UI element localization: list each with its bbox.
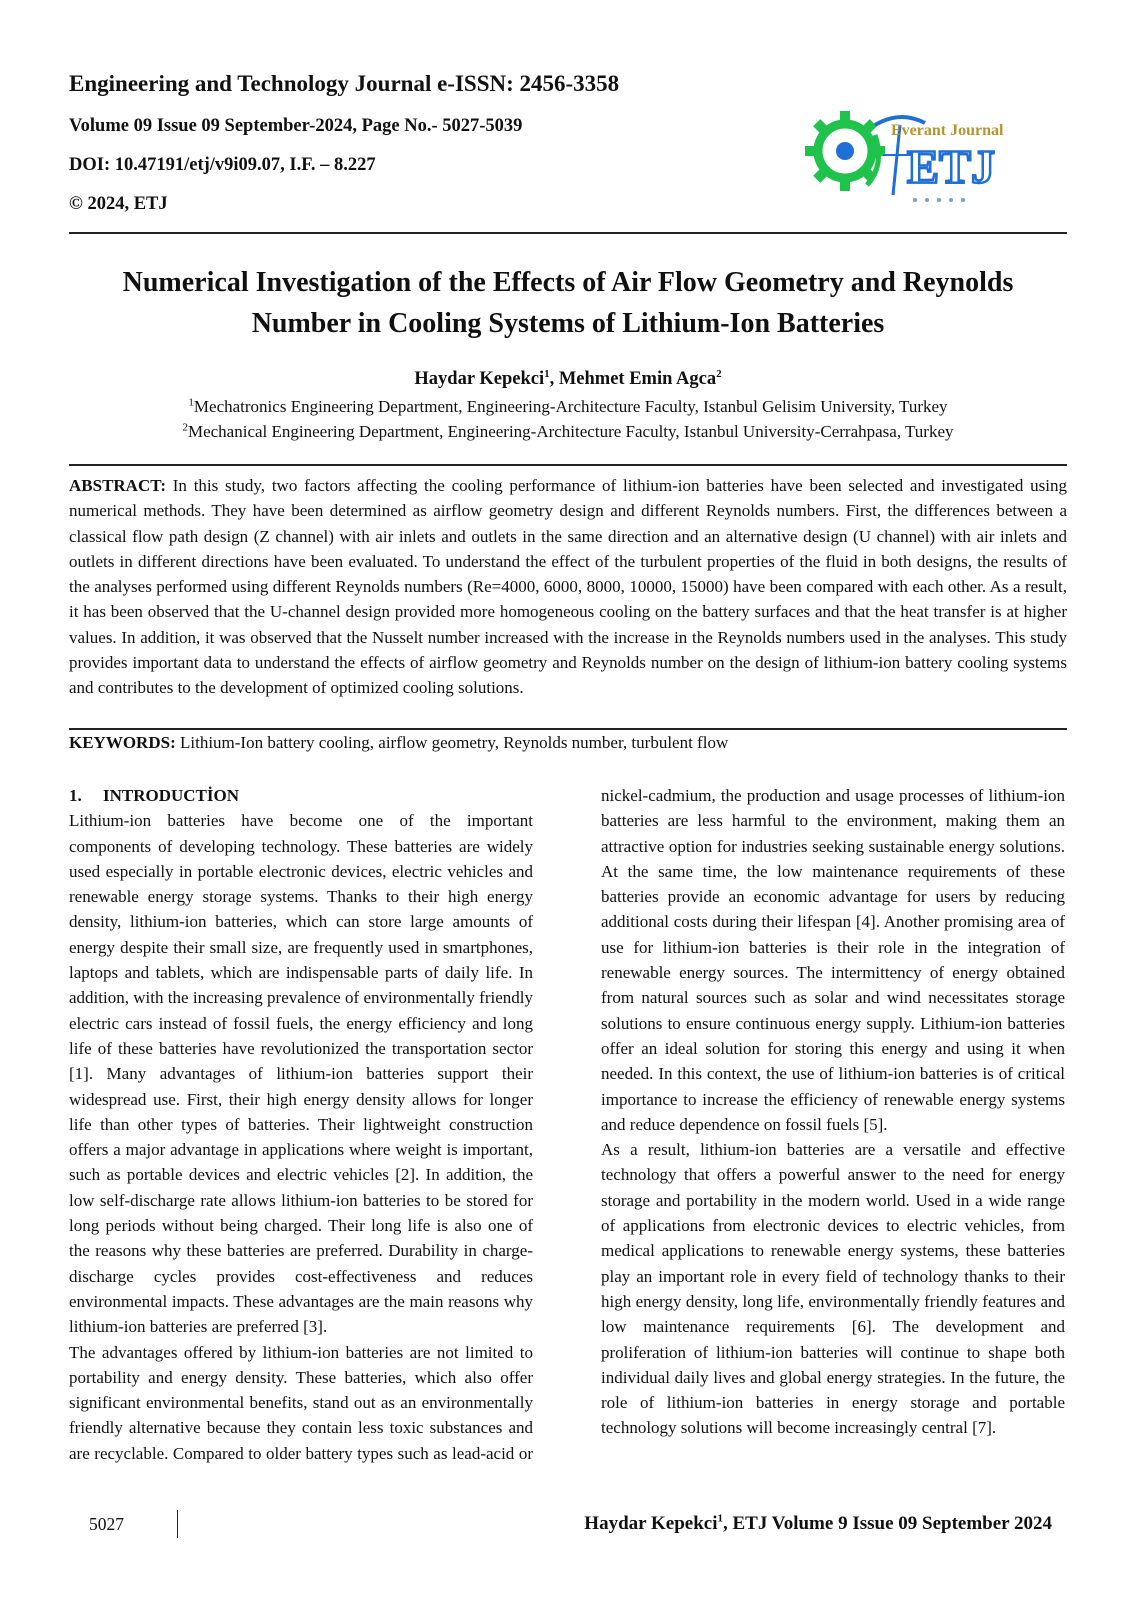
author-name: Haydar Kepekci	[414, 369, 545, 389]
journal-volume: Volume 09 Issue 09 September-2024, Page No.- 5027-5039	[69, 116, 523, 136]
author-name: Mehmet Emin Agca	[558, 369, 717, 389]
author-list	[69, 368, 1067, 390]
keywords-rule	[69, 728, 1067, 730]
intro-paragraph-3: As a result, lithium-ion batteries are a versatile and effective technology that offers a powerful answer to the need for energy storage and portability in the modern world. Used in a wide range of applications from electronic devices to electric vehicles, from medical applications to renewable energy systems, these batteries play an important role in every field of technology thanks to their high energy density, long life, environmentally friendly features and low maintenance requirements [6]. The development and proliferation of lithium-ion batteries will continue to shape both individual daily lives and global energy strategies. In the future, the role of lithium-ion batteries in energy storage and portable technology solutions will become increasingly central [7].	[601, 1140, 1065, 1438]
intro-paragraph-2: The advantages offered by lithium-ion batteries are not limited to portability and energy density. These batteries, which also offer significant environmental benefits, stand out as an environmentally friendly alternative because they contain less toxic substances and are recyclable. Compared to older battery types such as lead-acid or	[69, 1342, 533, 1463]
author-separator: ,	[549, 369, 559, 389]
affiliation	[69, 396, 1067, 418]
body-column-left	[69, 783, 533, 1466]
section-number: 1.	[69, 786, 82, 805]
affil-marker: 1	[188, 396, 194, 409]
page-number: 5027	[89, 1514, 124, 1534]
affil-text: Mechanical Engineering Department, Engineering-Architecture Faculty, Istanbul University-Cerrahpasa, Turkey	[187, 422, 954, 441]
abstract-top-rule	[69, 464, 1067, 466]
keywords-text: Lithium-Ion battery cooling, airflow geometry, Reynolds number, turbulent flow	[175, 733, 729, 752]
footer-author: Haydar Kepekci	[584, 1513, 718, 1534]
etj-logo	[805, 105, 1015, 210]
affil-marker: 2	[182, 421, 188, 434]
journal-doi: DOI: 10.47191/etj/v9i09.07, I.F. – 8.227	[69, 155, 376, 175]
abstract-text: In this study, two factors affecting the cooling performance of lithium-ion batteries have been selected and investigated using numerical methods. They have been determined as airflow geometry design and different Reynolds numbers. First, the differences between a classical flow path design (Z channel) with air inlets and outlets in the same direction and an alternative design (U channel) with air inlets and outlets in different directions have been evaluated. To understand the effect of the turbulent properties of the fluid in both designs, the results of the analyses performed using different Reynolds numbers (Re=4000, 6000, 8000, 10000, 15000) have been compared with each other. As a result, it has been observed that the U-channel design provided more homogeneous cooling on the battery surfaces and that the heat transfer is at higher values. In addition, it was observed that the Nusselt number increased with the increase in the Reynolds numbers used in the analyses. This study provides important data to understand the effects of airflow geometry and Reynolds number on the design of lithium-ion battery cooling systems and contributes to the development of optimized cooling solutions.	[69, 476, 1067, 698]
journal-title: Engineering and Technology Journal e-ISSN: 2456-3358	[69, 71, 620, 96]
logo-top-text: Everant Journal	[891, 122, 1004, 139]
intro-paragraph-2-continued: nickel-cadmium, the production and usage processes of lithium-ion batteries are less harmful to the environment, making them an attractive option for industries seeking sustainable energy solutions. At the same time, the low maintenance requirements of these batteries provide an economic advantage for users by reducing additional costs during their lifespan [4]. Another promising area of use for lithium-ion batteries is their role in the integration of renewable energy sources. The intermittency of energy obtained from natural sources such as solar and wind necessitates storage solutions to ensure continuous energy supply. Lithium-ion batteries offer an ideal solution for storing this energy and using it when needed. In this context, the use of lithium-ion batteries is of critical importance to increase the efficiency of renewable energy systems and reduce dependence on fossil fuels [5].	[601, 786, 1065, 1134]
abstract	[69, 473, 1067, 701]
author-affil-marker: 1	[544, 367, 550, 380]
journal-header	[69, 70, 769, 215]
logo-main-text: ETJ	[907, 141, 996, 194]
footer-citation	[584, 1513, 1052, 1535]
paper-title-line-2: Number in Cooling Systems of Lithium-Ion Batteries	[251, 308, 885, 339]
abstract-label: ABSTRACT:	[69, 476, 166, 495]
section-heading	[69, 783, 533, 808]
header-rule	[69, 232, 1067, 234]
author-affil-marker: 2	[716, 367, 722, 380]
intro-paragraph-1: Lithium-ion batteries have become one of the important components of developing technology. These batteries are widely used especially in portable electronic devices, electric vehicles and renewable energy storage systems. Thanks to their high energy density, lithium-ion batteries, which can store large amounts of energy despite their small size, are frequently used in smartphones, laptops and tablets, which are indispensable parts of daily life. In addition, with the increasing prevalence of environmentally friendly electric cars instead of fossil fuels, the energy efficiency and long life of these batteries have revolutionized the transportation sector [1]. Many advantages of lithium-ion batteries support their widespread use. First, their high energy density allows for longer life than other types of batteries. Their lightweight construction offers a major advantage in applications where weight is important, such as portable devices and electric vehicles [2]. In addition, the low self-discharge rate allows lithium-ion batteries to be stored for long periods without being charged. Their long life is also one of the reasons why these batteries are preferred. Durability in charge-discharge cycles provides cost-effectiveness and reduces environmental impacts. These advantages are the main reasons why lithium-ion batteries are preferred [3].	[69, 811, 533, 1337]
affil-text: Mechatronics Engineering Department, Engineering-Architecture Faculty, Istanbul Gelisim University, Turkey	[193, 397, 948, 416]
keywords-label: KEYWORDS:	[69, 733, 176, 752]
footer-author-marker: 1	[717, 1512, 723, 1525]
keywords	[69, 731, 1067, 755]
affiliation	[69, 421, 1067, 443]
body-column-right	[601, 783, 1065, 1441]
footer-divider	[177, 1510, 178, 1538]
paper-title-line-1: Numerical Investigation of the Effects of Air Flow Geometry and Reynolds	[122, 267, 1014, 298]
footer-citation-text: , ETJ Volume 9 Issue 09 September 2024	[722, 1513, 1052, 1534]
paper-title	[69, 262, 1067, 344]
journal-copyright: © 2024, ETJ	[69, 194, 168, 214]
section-title: INTRODUCTİON	[103, 786, 240, 805]
